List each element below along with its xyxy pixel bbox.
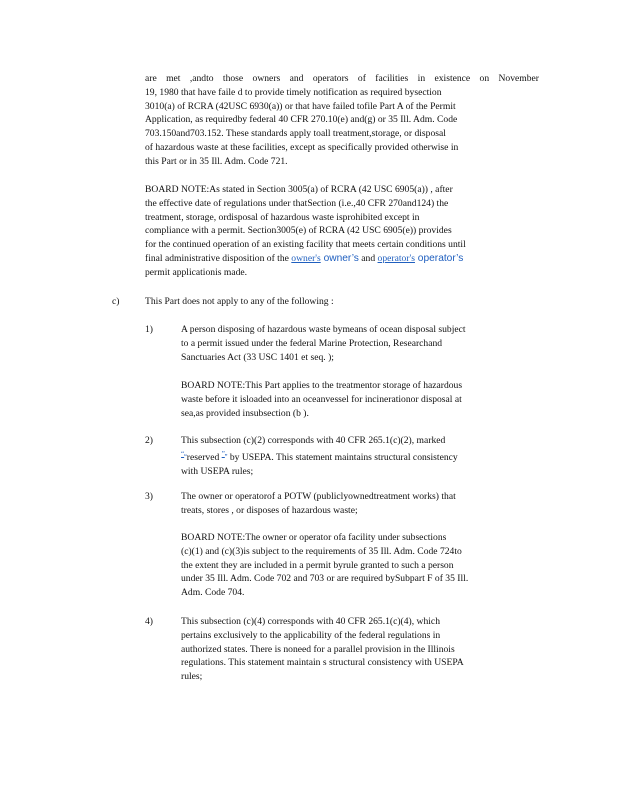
note-line-with-edits xyxy=(145,252,545,266)
item-2-label: 2) xyxy=(145,435,153,446)
intro-line: 3010(a) of RCRA (42USC 6930(a)) or that have failed tofile Part A of the Permit xyxy=(145,100,456,112)
inserted-close-quote: ” xyxy=(224,452,228,462)
item-4-text xyxy=(181,615,536,684)
note-line: BOARD NOTE:This Part applies to the treatmentor storage of hazardous xyxy=(181,380,463,391)
item-3-label: 3) xyxy=(145,491,153,502)
item-3-board-note xyxy=(181,531,539,600)
item-4-label: 4) xyxy=(145,616,153,627)
intro-paragraph xyxy=(145,72,539,169)
note-line: sea,as provided insubsection (b ). xyxy=(181,407,309,419)
note-line: treatment, storage, ordisposal of hazardous waste isprohibited except in xyxy=(145,211,420,223)
note-line: the extent they are included in a permit byrule granted to such a person xyxy=(181,559,454,571)
item-line-with-edits xyxy=(181,448,536,465)
note-line: BOARD NOTE:As stated in Section 3005(a) of RCRA (42 USC 6905(a)) , after xyxy=(145,184,453,195)
item-text: by USEPA. This statement maintains structural consistency xyxy=(227,451,458,463)
item-3-text xyxy=(181,490,536,518)
item-line: regulations. This statement maintain s structural consistency with USEPA xyxy=(181,657,464,669)
note-line: BOARD NOTE:The owner or operator ofa facility under subsections xyxy=(181,532,447,543)
reserved-word: reserved xyxy=(186,451,220,463)
note-line: for the continued operation of an existing facility that meets certain conditions until xyxy=(145,239,466,251)
intro-line: of hazardous waste at these facilities, except as specifically provided otherwise in xyxy=(145,141,459,153)
item-line: pertains exclusively to the applicability of the federal regulations in xyxy=(181,629,441,641)
note-text: and xyxy=(358,252,378,264)
item-line: Sanctuaries Act (33 USC 1401 et seq. ); xyxy=(181,351,334,363)
note-text: final administrative disposition of the xyxy=(145,252,292,264)
item-1-text xyxy=(181,323,536,364)
subsection-c-label: c) xyxy=(112,296,120,307)
note-line: under 35 Ill. Adm. Code 702 and 703 or are required bySubpart F of 35 Ill. xyxy=(181,573,469,585)
intro-line: this Part or in 35 Ill. Adm. Code 721. xyxy=(145,155,288,167)
item-line: to a permit issued under the federal Marine Protection, Researchand xyxy=(181,337,443,349)
intro-line: are met ,andto those owners and operators of facilities in existence on November xyxy=(145,73,539,84)
item-line: authorized states. There is noneed for a parallel provision in the Illinois xyxy=(181,643,455,655)
item-line: rules; xyxy=(181,671,203,683)
item-line: with USEPA rules; xyxy=(181,465,254,477)
board-note-1 xyxy=(145,183,545,280)
item-line: This subsection (c)(4) corresponds with 40 CFR 265.1(c)(4), which xyxy=(181,616,440,627)
intro-line: Application, as requiredby federal 40 CFR 270.10(e) and(g) or 35 Ill. Adm. Code xyxy=(145,114,458,126)
intro-line: 703.150and703.152. These standards apply toall treatment,storage, or disposal xyxy=(145,128,446,140)
note-line: Adm. Code 704. xyxy=(181,587,245,599)
deleted-close-quote[interactable]: ” xyxy=(221,449,225,458)
item-line: The owner or operatorof a POTW (publiclyownedtreatment works) that xyxy=(181,491,456,502)
inserted-open-quote: “ xyxy=(184,452,187,462)
intro-line: 19, 1980 that have faile d to provide timely notification as required bysection xyxy=(145,86,442,98)
inserted-operators-text: operator’s xyxy=(414,252,464,264)
item-1-label: 1) xyxy=(145,324,153,335)
note-line: waste before it isloaded into an oceanvessel for incinerationor disposal at xyxy=(181,393,462,405)
item-1-board-note xyxy=(181,379,536,420)
note-line: (c)(1) and (c)(3)is subject to the requirements of 35 Ill. Adm. Code 724to xyxy=(181,545,462,557)
item-line: This subsection (c)(2) corresponds with 40 CFR 265.1(c)(2), marked xyxy=(181,435,446,446)
note-line: permit applicationis made. xyxy=(145,266,248,278)
note-line: the effective date of regulations under thatSection (i.e.,40 CFR 270and124) the xyxy=(145,197,449,209)
item-line: treats, stores , or disposes of hazardous waste; xyxy=(181,504,358,516)
item-line: A person disposing of hazardous waste bymeans of ocean disposal subject xyxy=(181,324,466,335)
deleted-operators-link[interactable]: operator's xyxy=(377,252,415,264)
note-line: compliance with a permit. Section3005(e) of RCRA (42 USC 6905(e)) provides xyxy=(145,225,452,237)
deleted-open-quote[interactable]: “ xyxy=(181,449,185,458)
item-2-text xyxy=(181,434,536,479)
inserted-owners-text: owner’s xyxy=(320,252,359,264)
deleted-owners-link[interactable]: owner's xyxy=(291,252,321,264)
subsection-c-text: This Part does not apply to any of the following : xyxy=(145,296,334,307)
